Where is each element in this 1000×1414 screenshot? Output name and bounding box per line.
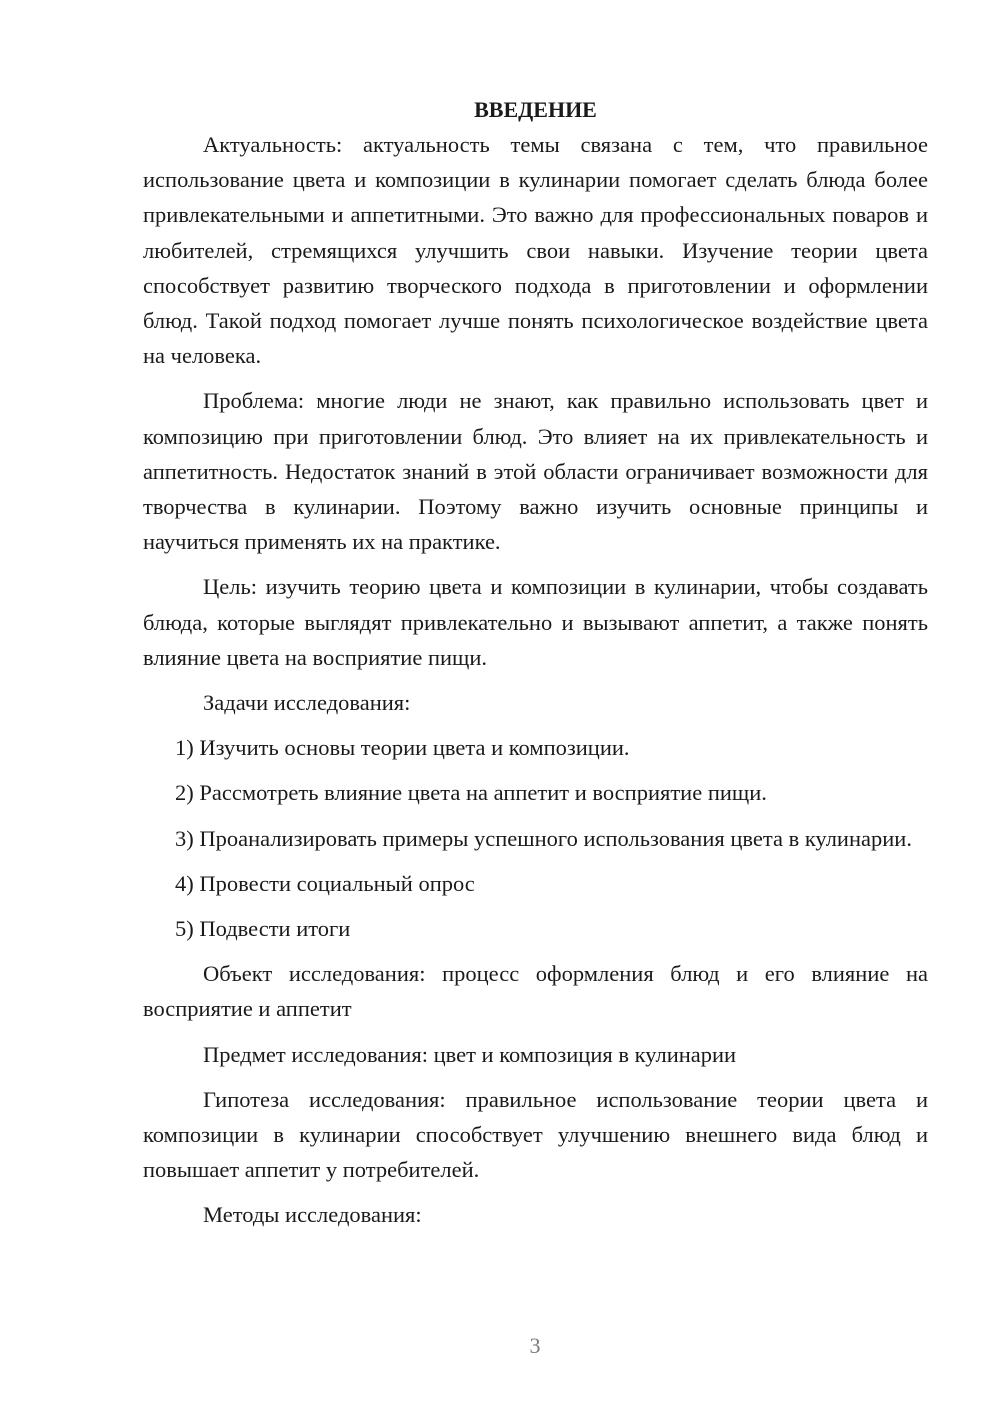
goal-paragraph: Цель: изучить теорию цвета и композиции в кулинарии, чтобы создавать блюда, которые выглядят привлекательно и вызывают аппетит, а также понять влияние цвета на восприятие пищи.: [143, 574, 928, 670]
section-title: ВВЕДЕНИЕ: [474, 97, 597, 122]
methods-heading: Методы исследования:: [203, 1202, 422, 1228]
document-page: [143, 92, 928, 1233]
problem-paragraph: Проблема: многие люди не знают, как правильно использовать цвет и композицию при приготовлении блюд. Это влияет на их привлекательность и аппетитность. Недостаток знаний в этой области ограничивает возможности для творчества в кулинарии. Поэтому важно изучить основные принципы и научиться применять их на практике.: [143, 388, 928, 555]
page-number: 3: [529, 1333, 541, 1358]
object-paragraph: Объект исследования: процесс оформления блюд и его влияние на восприятие и аппетит: [143, 961, 928, 1022]
hypothesis-paragraph: Гипотеза исследования: правильное использование теории цвета и композиции в кулинарии способствует улучшению внешнего вида блюд и повышает аппетит у потребителей.: [143, 1086, 928, 1183]
relevance-paragraph: Актуальность: актуальность темы связана с тем, что правильное использование цвета и композиции в кулинарии помогает сделать блюда более привлекательными и аппетитными. Это важно для профессиональных поваров и любителей, стремящихся улучшить свои навыки. Изучение теории цвета способствует развитию творческого подхода в приготовлении и оформлении блюд. Такой подход помогает лучше понять психологическое воздействие цвета на человека.: [143, 132, 928, 369]
task-item-4: 4) Провести социальный опрос: [175, 870, 475, 896]
subject-paragraph: Предмет исследования: цвет и композиция в кулинарии: [203, 1041, 737, 1067]
task-item-1: 1) Изучить основы теории цвета и композиции.: [175, 735, 630, 761]
task-item-3: 3) Проанализировать примеры успешного использования цвета в кулинарии.: [175, 825, 912, 851]
task-item-5: 5) Подвести итоги: [175, 916, 351, 942]
task-item-2: 2) Рассмотреть влияние цвета на аппетит и восприятие пищи.: [175, 780, 767, 806]
tasks-heading: Задачи исследования:: [203, 690, 411, 716]
